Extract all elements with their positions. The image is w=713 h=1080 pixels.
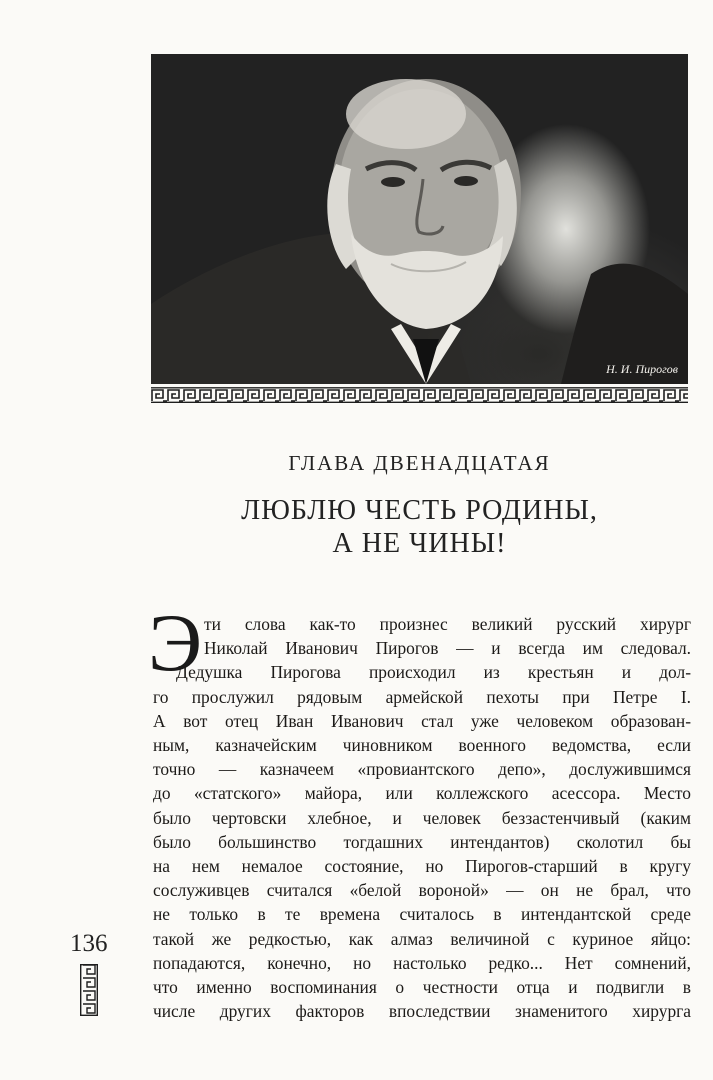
- text-line: было чертовски хлебное, и человек беззастенчивый (каким: [153, 807, 691, 828]
- chapter-label: ГЛАВА ДВЕНАДЦАТАЯ: [288, 451, 551, 475]
- text-line: точно — казначеем «провиантского депо», дослужившимся: [153, 759, 691, 780]
- text-line: было большинство тогдашних интендантов) сколотил бы: [153, 831, 691, 852]
- portrait-photo: [151, 54, 688, 384]
- chapter-title: [151, 494, 688, 560]
- portrait-illustration: [151, 54, 688, 384]
- text-line: такой же редкостью, как алмаз величиной с куриное яйцо:: [153, 928, 691, 949]
- body-text: [153, 612, 691, 1023]
- text-line: Николай Иванович Пирогов — и всегда им следовал.: [204, 638, 691, 659]
- text-line: го прослужил рядовым армейской пехоты при Петре I.: [153, 686, 691, 707]
- text-line: что именно воспоминания о честности отца и подвигли в: [153, 977, 691, 998]
- text-line: числе других факторов впоследствии знаменитого хирурга: [153, 1001, 691, 1022]
- page-number: 136: [70, 930, 108, 957]
- photo-caption: Н. И. Пирогов: [606, 362, 678, 376]
- chapter-title-line: ЛЮБЛЮ ЧЕСТЬ РОДИНЫ,: [241, 495, 598, 526]
- text-line: Дедушка Пирогова происходил из крестьян и дол-: [176, 662, 691, 683]
- text-line: на нем немалое состояние, но Пирогов-старший в кругу: [153, 856, 691, 877]
- text-line: до «статского» майора, или коллежского асессора. Место: [153, 783, 691, 804]
- text-line: ти слова как-то произнес великий русский хирург: [204, 614, 691, 634]
- meander-side-ornament: [80, 964, 98, 1016]
- chapter-title-line: А НЕ ЧИНЫ!: [332, 528, 507, 559]
- text-line: сослуживцев считался «белой вороной» — он не брал, что: [153, 880, 691, 901]
- text-line: не только в те времена считалось в интендантской среде: [153, 904, 691, 925]
- text-line: попадаются, конечно, но настолько редко... Нет сомнений,: [153, 952, 691, 973]
- drop-cap: Э: [148, 597, 203, 688]
- text-line: ным, казначейским чиновником военного ведомства, если: [153, 735, 691, 756]
- meander-border: [151, 387, 688, 403]
- text-line: А вот отец Иван Иванович стал уже человеком образован-: [153, 710, 691, 731]
